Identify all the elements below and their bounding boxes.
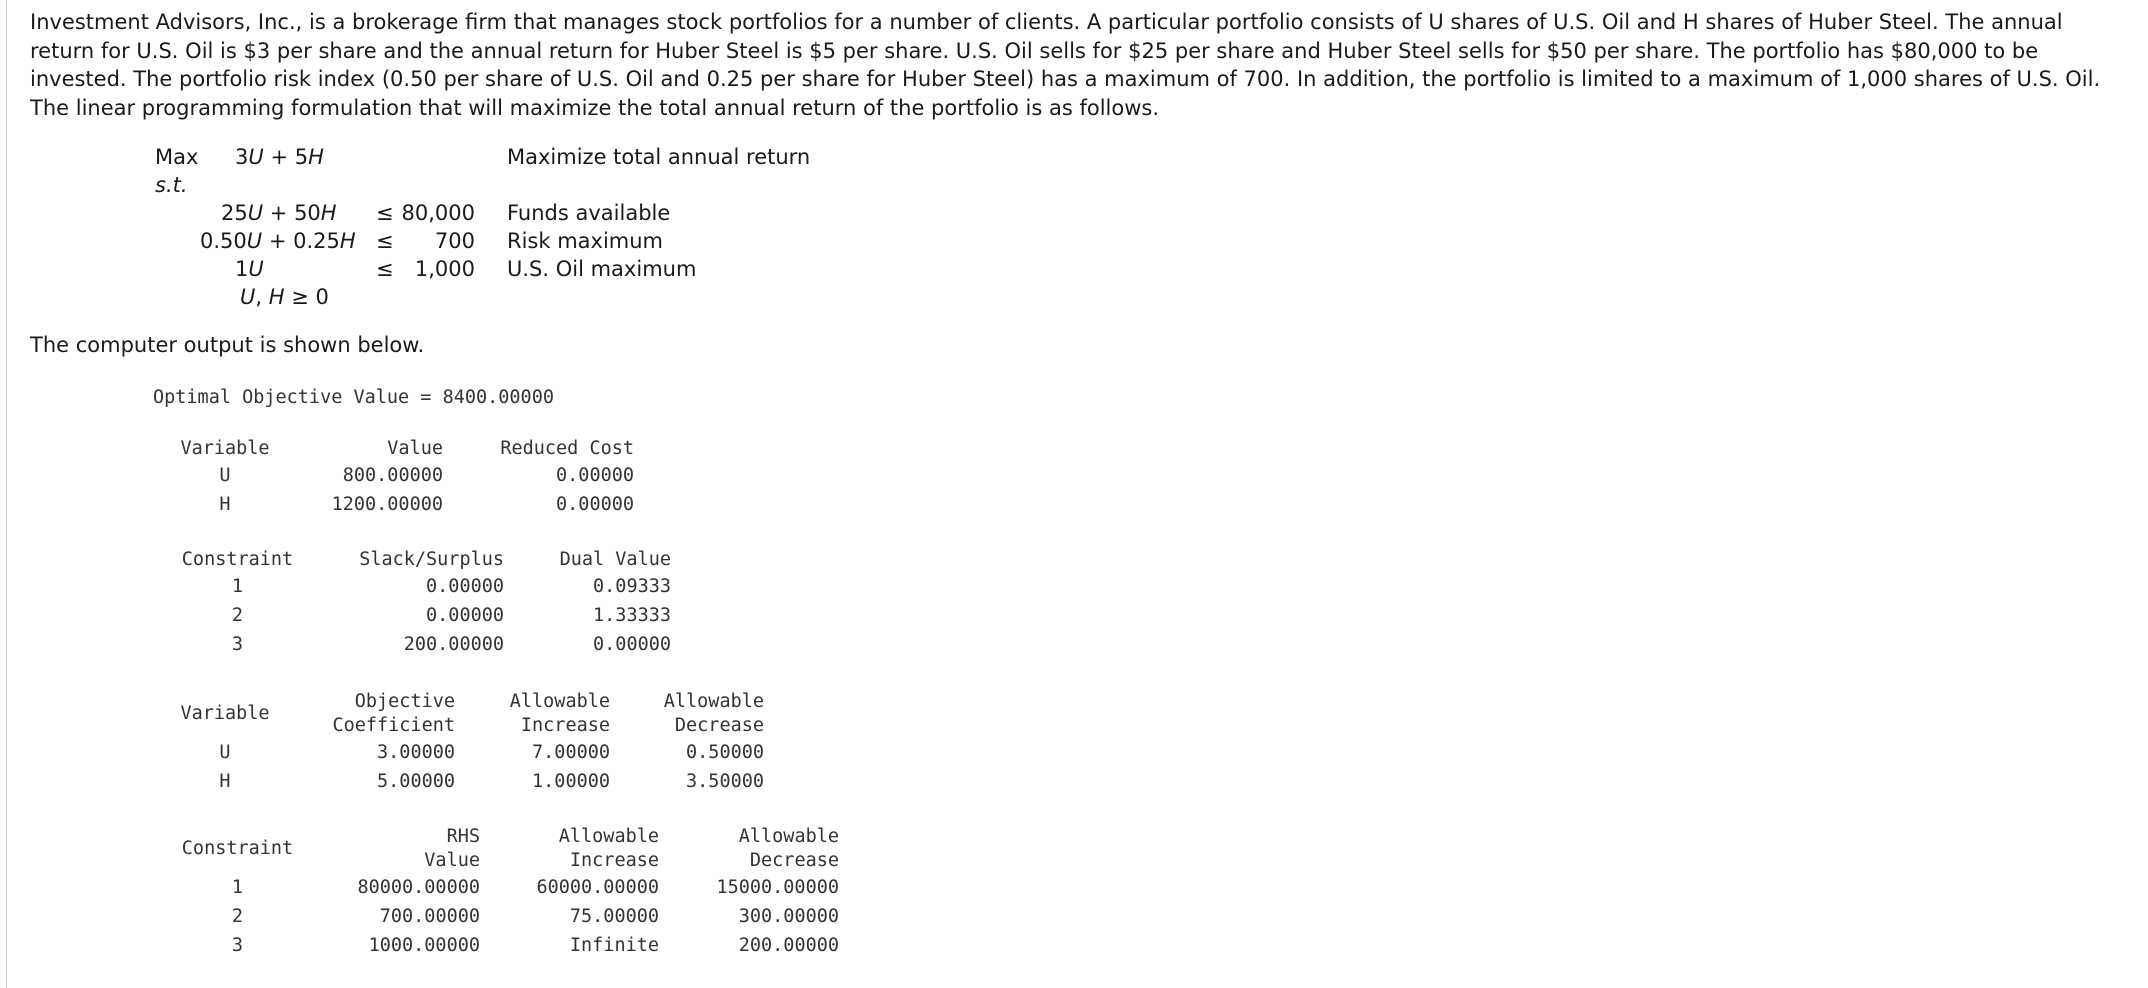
table-row: 1 80000.00000 60000.00000 15000.00000 xyxy=(231,877,839,898)
constraint-rhs: 700 xyxy=(434,229,475,253)
column-header: Objective Coefficient xyxy=(332,691,455,736)
rhs-ranging-table xyxy=(175,825,839,960)
table-row: 2 0.00000 1.33333 xyxy=(231,605,671,626)
table-row: 3 200.00000 0.00000 xyxy=(231,634,671,655)
column-header: Allowable Decrease xyxy=(663,691,764,736)
column-header: Value xyxy=(387,438,443,459)
column-header: Constraint xyxy=(181,838,294,859)
max-label: Max xyxy=(155,145,199,169)
table-row: 1 0.00000 0.09333 xyxy=(231,576,671,597)
column-header: Variable xyxy=(180,438,270,459)
constraint-op: ≤ xyxy=(376,229,394,253)
constraint-lhs: 25U + 50H xyxy=(221,201,337,225)
output-intro: The computer output is shown below. xyxy=(30,333,425,357)
constraint-lhs: 0.50U + 0.25H xyxy=(200,229,356,253)
st-row xyxy=(155,171,188,199)
objective-expression: 3U + 5H xyxy=(235,145,324,169)
column-header: Dual Value xyxy=(559,549,671,570)
nonnegativity: U, H ≥ 0 xyxy=(240,285,329,309)
column-header: RHS Value xyxy=(424,826,480,871)
optimal-objective-value: Optimal Objective Value = 8400.00000 xyxy=(153,387,554,408)
column-header: Slack/Surplus xyxy=(359,549,504,570)
constraint-rhs: 80,000 xyxy=(401,201,475,225)
column-header: Variable xyxy=(180,703,270,724)
constraint-lhs: 1U xyxy=(235,257,264,281)
constraint-note: Risk maximum xyxy=(507,229,664,253)
column-header: Allowable Decrease xyxy=(738,826,839,871)
table-row: H 5.00000 1.00000 3.50000 xyxy=(219,771,764,792)
column-header: Constraint xyxy=(181,549,294,570)
table-row: 2 700.00000 75.00000 300.00000 xyxy=(231,906,839,927)
table-row: U 800.00000 0.00000 xyxy=(219,465,634,486)
objective-note: Maximize total annual return xyxy=(507,145,811,169)
column-header: Reduced Cost xyxy=(500,438,634,459)
left-border xyxy=(6,0,7,988)
constraint-op: ≤ xyxy=(376,257,394,281)
variables-table xyxy=(175,437,634,519)
constraint-note: U.S. Oil maximum xyxy=(507,257,697,281)
table-row: U 3.00000 7.00000 0.50000 xyxy=(219,742,764,763)
st-label: s.t. xyxy=(155,173,188,197)
constraints-table xyxy=(175,548,671,659)
column-header: Allowable Increase xyxy=(558,826,659,871)
column-header: Allowable Increase xyxy=(509,691,610,736)
problem-statement: Investment Advisors, Inc., is a brokerage firm that manages stock portfolios for a number of clients. A particular portfolio consists of U shares of U.S. Oil and H shares of Huber Steel. The annual return for U.S. Oil is $3 per share and the annual return for Huber Steel is $5 per share. U.S. Oil sells for $25 per share and Huber Steel sells for $50 per share. The portfolio has $80,000 to be invested. The portfolio risk index (0.50 per share of U.S. Oil and 0.25 per share for Huber Steel) has a maximum of 700. In addition, the portfolio is limited to a maximum of 1,000 shares of U.S. Oil. The linear programming formulation that will maximize the total annual return of the portfolio is as follows. xyxy=(30,10,2101,120)
constraint-rhs: 1,000 xyxy=(414,257,475,281)
table-row: 3 1000.00000 Infinite 200.00000 xyxy=(231,935,839,956)
constraint-op: ≤ xyxy=(376,201,394,225)
table-row: H 1200.00000 0.00000 xyxy=(219,494,634,515)
objective-ranging-table xyxy=(175,690,764,796)
constraint-note: Funds available xyxy=(507,201,671,225)
